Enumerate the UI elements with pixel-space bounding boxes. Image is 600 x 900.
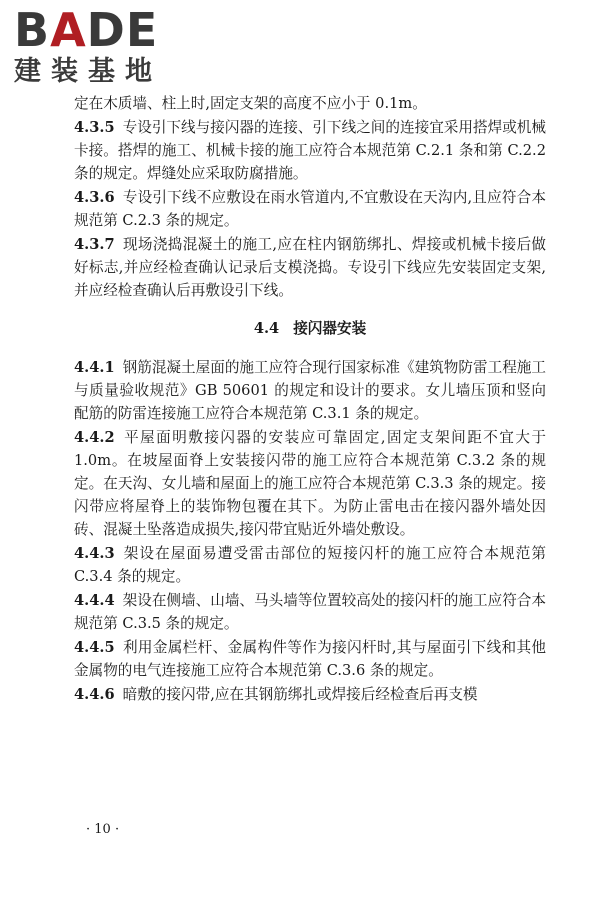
clause-number: 4.4.4 (74, 592, 115, 609)
clause-text: 利用金属栏杆、金属构件等作为接闪杆时,其与屋面引下线和其他金属物的电气连接施工应符合本规范第 C.3.6 条的规定。 (74, 639, 546, 679)
clause-text: 架设在屋面易遭受雷击部位的短接闪杆的施工应符合本规范第 C.3.4 条的规定。 (74, 545, 546, 585)
section-heading (74, 317, 546, 340)
clause-text: 现场浇捣混凝土的施工,应在柱内钢筋绑扎、焊接或机械卡接后做好标志,并应经检查确认记录后支模浇捣。专设引下线应先安装固定支架,并应经检查确认后再敷设引下线。 (74, 236, 546, 299)
clause (74, 636, 546, 682)
clause-text: 暗敷的接闪带,应在其钢筋绑扎或焊接后经检查后再支模 (122, 686, 478, 703)
clause (74, 589, 546, 635)
intro-text: 定在木质墙、柱上时,固定支架的高度不应小于 0.1m。 (74, 95, 427, 112)
clause-text: 平屋面明敷接闪器的安装应可靠固定,固定支架间距不宜大于 1.0m。在坡屋面脊上安装接闪带的施工应符合本规范第 C.3.2 条的规定。在天沟、女儿墙和屋面上的施工应符合本规范第 C.3.3 条的规定。接闪带应将屋脊上的装饰物包覆在其下。为防止雷电击在接闪器外墙处因砖、混凝土坠落造成损失,接闪带宜贴近外墙处敷设。 (74, 429, 546, 538)
document-body (74, 92, 546, 707)
clause-number: 4.4.5 (74, 639, 115, 656)
clause (74, 186, 546, 232)
clause (74, 542, 546, 588)
clause-number: 4.3.6 (74, 189, 115, 206)
clauses-bottom (74, 356, 546, 706)
clause (74, 426, 546, 541)
clause (74, 116, 546, 185)
clause-number: 4.3.7 (74, 236, 115, 253)
section-title: 接闪器安装 (293, 320, 367, 337)
clause-text: 钢筋混凝土屋面的施工应符合现行国家标准《建筑物防雷工程施工与质量验收规范》GB 50601 的规定和设计的要求。女儿墙压顶和竖向配筋的防雷连接施工应符合本规范第 C.3.1 条的规定。 (74, 359, 546, 422)
clause-text: 架设在侧墙、山墙、马头墙等位置较高处的接闪杆的施工应符合本规范第 C.3.5 条的规定。 (74, 592, 546, 632)
clause-number: 4.3.5 (74, 119, 115, 136)
section-number: 4.4 (253, 320, 280, 337)
clause-text: 专设引下线与接闪器的连接、引下线之间的连接宜采用搭焊或机械卡接。搭焊的施工、机械卡接的施工应符合本规范第 C.2.1 条和第 C.2.2 条的规定。焊缝处应采取防腐措施。 (74, 119, 546, 182)
clauses-top (74, 116, 546, 302)
clause (74, 233, 546, 302)
clause (74, 683, 546, 706)
clause-number: 4.4.3 (74, 545, 115, 562)
logo-subtitle: 建装基地 (14, 56, 162, 87)
brand-logo (14, 3, 184, 88)
page-number: · 10 · (86, 822, 120, 837)
clause-number: 4.4.1 (74, 359, 115, 376)
clause-number: 4.4.2 (74, 429, 115, 446)
clause-number: 4.4.6 (74, 686, 115, 703)
logo-wordmark: BADE (14, 3, 159, 57)
clause-text: 专设引下线不应敷设在雨水管道内,不宜敷设在天沟内,且应符合本规范第 C.2.3 条的规定。 (74, 189, 546, 229)
clause (74, 356, 546, 425)
